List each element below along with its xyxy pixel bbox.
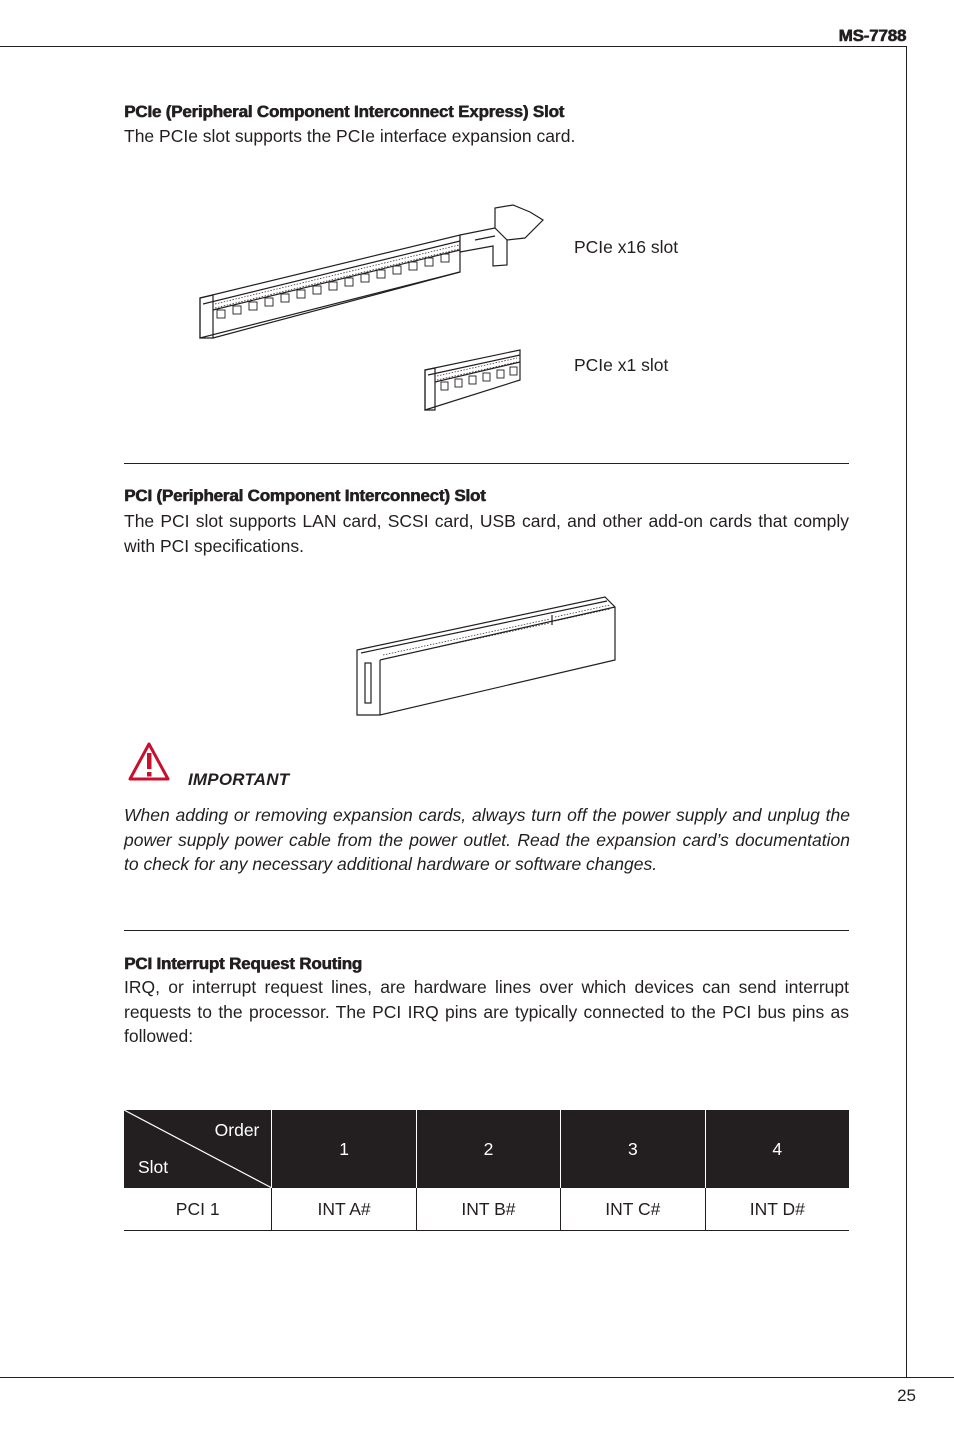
table-cell: INT B# [416, 1188, 560, 1231]
irq-heading: PCI Interrupt Request Routing [124, 954, 362, 973]
pcie-x1-slot-icon [425, 350, 520, 410]
column-header: 1 [272, 1110, 416, 1188]
pcie-slots-illustration [195, 200, 555, 420]
column-header: 3 [561, 1110, 705, 1188]
table-corner-cell [124, 1110, 272, 1188]
section-divider [124, 930, 849, 931]
irq-routing-table [124, 1110, 849, 1231]
margin-rule [906, 46, 907, 1378]
warning-icon [128, 742, 170, 782]
corner-order-label: Order [214, 1120, 260, 1140]
page-number: 25 [897, 1386, 916, 1405]
table-header-row [124, 1110, 849, 1188]
table-cell: INT C# [561, 1188, 705, 1231]
pcie-x16-label: PCIe x16 slot [574, 237, 679, 257]
footer-rule [0, 1377, 954, 1378]
section-divider [124, 463, 849, 464]
important-heading: IMPORTANT [188, 770, 290, 789]
table-cell: INT D# [705, 1188, 849, 1231]
pcie-x1-label: PCIe x1 slot [574, 355, 669, 375]
irq-description: IRQ, or interrupt request lines, are hardware lines over which devices can send interrupt requests to the processor. The PCI IRQ pins are typically connected to the PCI bus pins as followed: [124, 977, 849, 1046]
slot-cell: PCI 1 [124, 1188, 272, 1231]
pcie-heading: PCIe (Peripheral Component Interconnect Express) Slot [124, 102, 564, 121]
table-cell: INT A# [272, 1188, 416, 1231]
pci-heading: PCI (Peripheral Component Interconnect) Slot [124, 486, 486, 505]
important-text: When adding or removing expansion cards, always turn off the power supply and unplug the power supply power cable from the power outlet. Read the expansion card’s documentation to check for any necessary additional hardware or software changes. [124, 805, 850, 874]
pci-description: The PCI slot supports LAN card, SCSI card, USB card, and other add-on cards that comply with PCI specifications. [124, 511, 849, 556]
pcie-x16-slot-icon [200, 205, 543, 338]
table-row [124, 1188, 849, 1231]
pci-slot-icon [355, 595, 620, 720]
column-header: 2 [416, 1110, 560, 1188]
column-header: 4 [705, 1110, 849, 1188]
corner-slot-label: Slot [138, 1157, 169, 1177]
pcie-description: The PCIe slot supports the PCIe interface expansion card. [124, 126, 576, 146]
model-name: MS-7788 [838, 26, 906, 45]
header-rule [0, 46, 906, 47]
